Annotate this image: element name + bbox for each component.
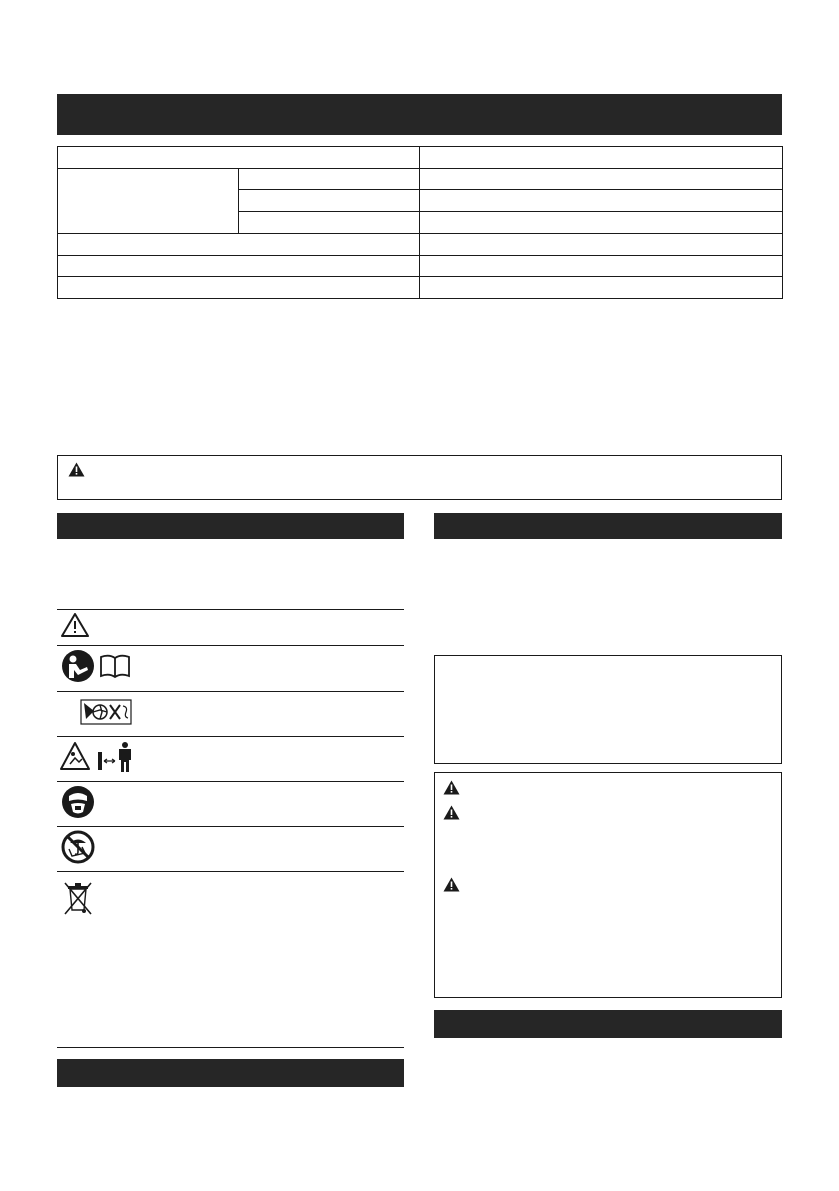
rotating-fan-hazard-icon [60, 697, 135, 732]
no-rain-icon [60, 829, 96, 870]
caution-triangle-icon [60, 612, 90, 643]
table-cell-sublabel [239, 212, 420, 234]
safety-warning-box [434, 772, 782, 998]
table-cell-label [58, 255, 420, 277]
table-row [58, 233, 783, 255]
warning-triangle-icon [68, 462, 85, 482]
table-cell-value [420, 212, 783, 234]
table-row [58, 168, 783, 190]
list-item [57, 827, 404, 872]
warning-triangle-icon [443, 877, 460, 897]
notice-box [434, 655, 782, 764]
left-bottom-section-bar [57, 1059, 404, 1087]
table-cell-sublabel [239, 190, 420, 212]
symbols-list [57, 609, 404, 1048]
list-item [57, 646, 404, 692]
symbols-section-bar [57, 513, 404, 539]
right-section-2-bar [434, 1010, 782, 1038]
table-cell-label [58, 168, 239, 233]
table-cell-label [58, 277, 420, 299]
table-row [58, 277, 783, 299]
respirator-mask-icon [60, 784, 96, 825]
crossed-out-wheeled-bin-icon [60, 880, 96, 921]
table-cell-value [420, 255, 783, 277]
table-cell-value [420, 190, 783, 212]
table-cell-label [58, 233, 420, 255]
table-cell-value [420, 168, 783, 190]
read-manual-icon [60, 648, 135, 689]
warning-box [57, 455, 782, 500]
specifications-table [57, 146, 783, 299]
table-cell-sublabel [239, 168, 420, 190]
table-row [58, 255, 783, 277]
right-section-1-bar [434, 513, 782, 539]
table-cell-value [420, 147, 783, 169]
list-item [57, 692, 404, 737]
list-item [57, 610, 404, 646]
list-item [57, 737, 404, 782]
page-header-bar [57, 94, 782, 135]
warning-triangle-icon [443, 780, 460, 800]
list-item [57, 782, 404, 827]
keep-distance-icon [60, 740, 140, 779]
table-cell-label [58, 147, 420, 169]
table-row [58, 147, 783, 169]
warning-triangle-icon [443, 805, 460, 825]
table-cell-value [420, 277, 783, 299]
table-cell-value [420, 233, 783, 255]
list-item [57, 872, 404, 1048]
